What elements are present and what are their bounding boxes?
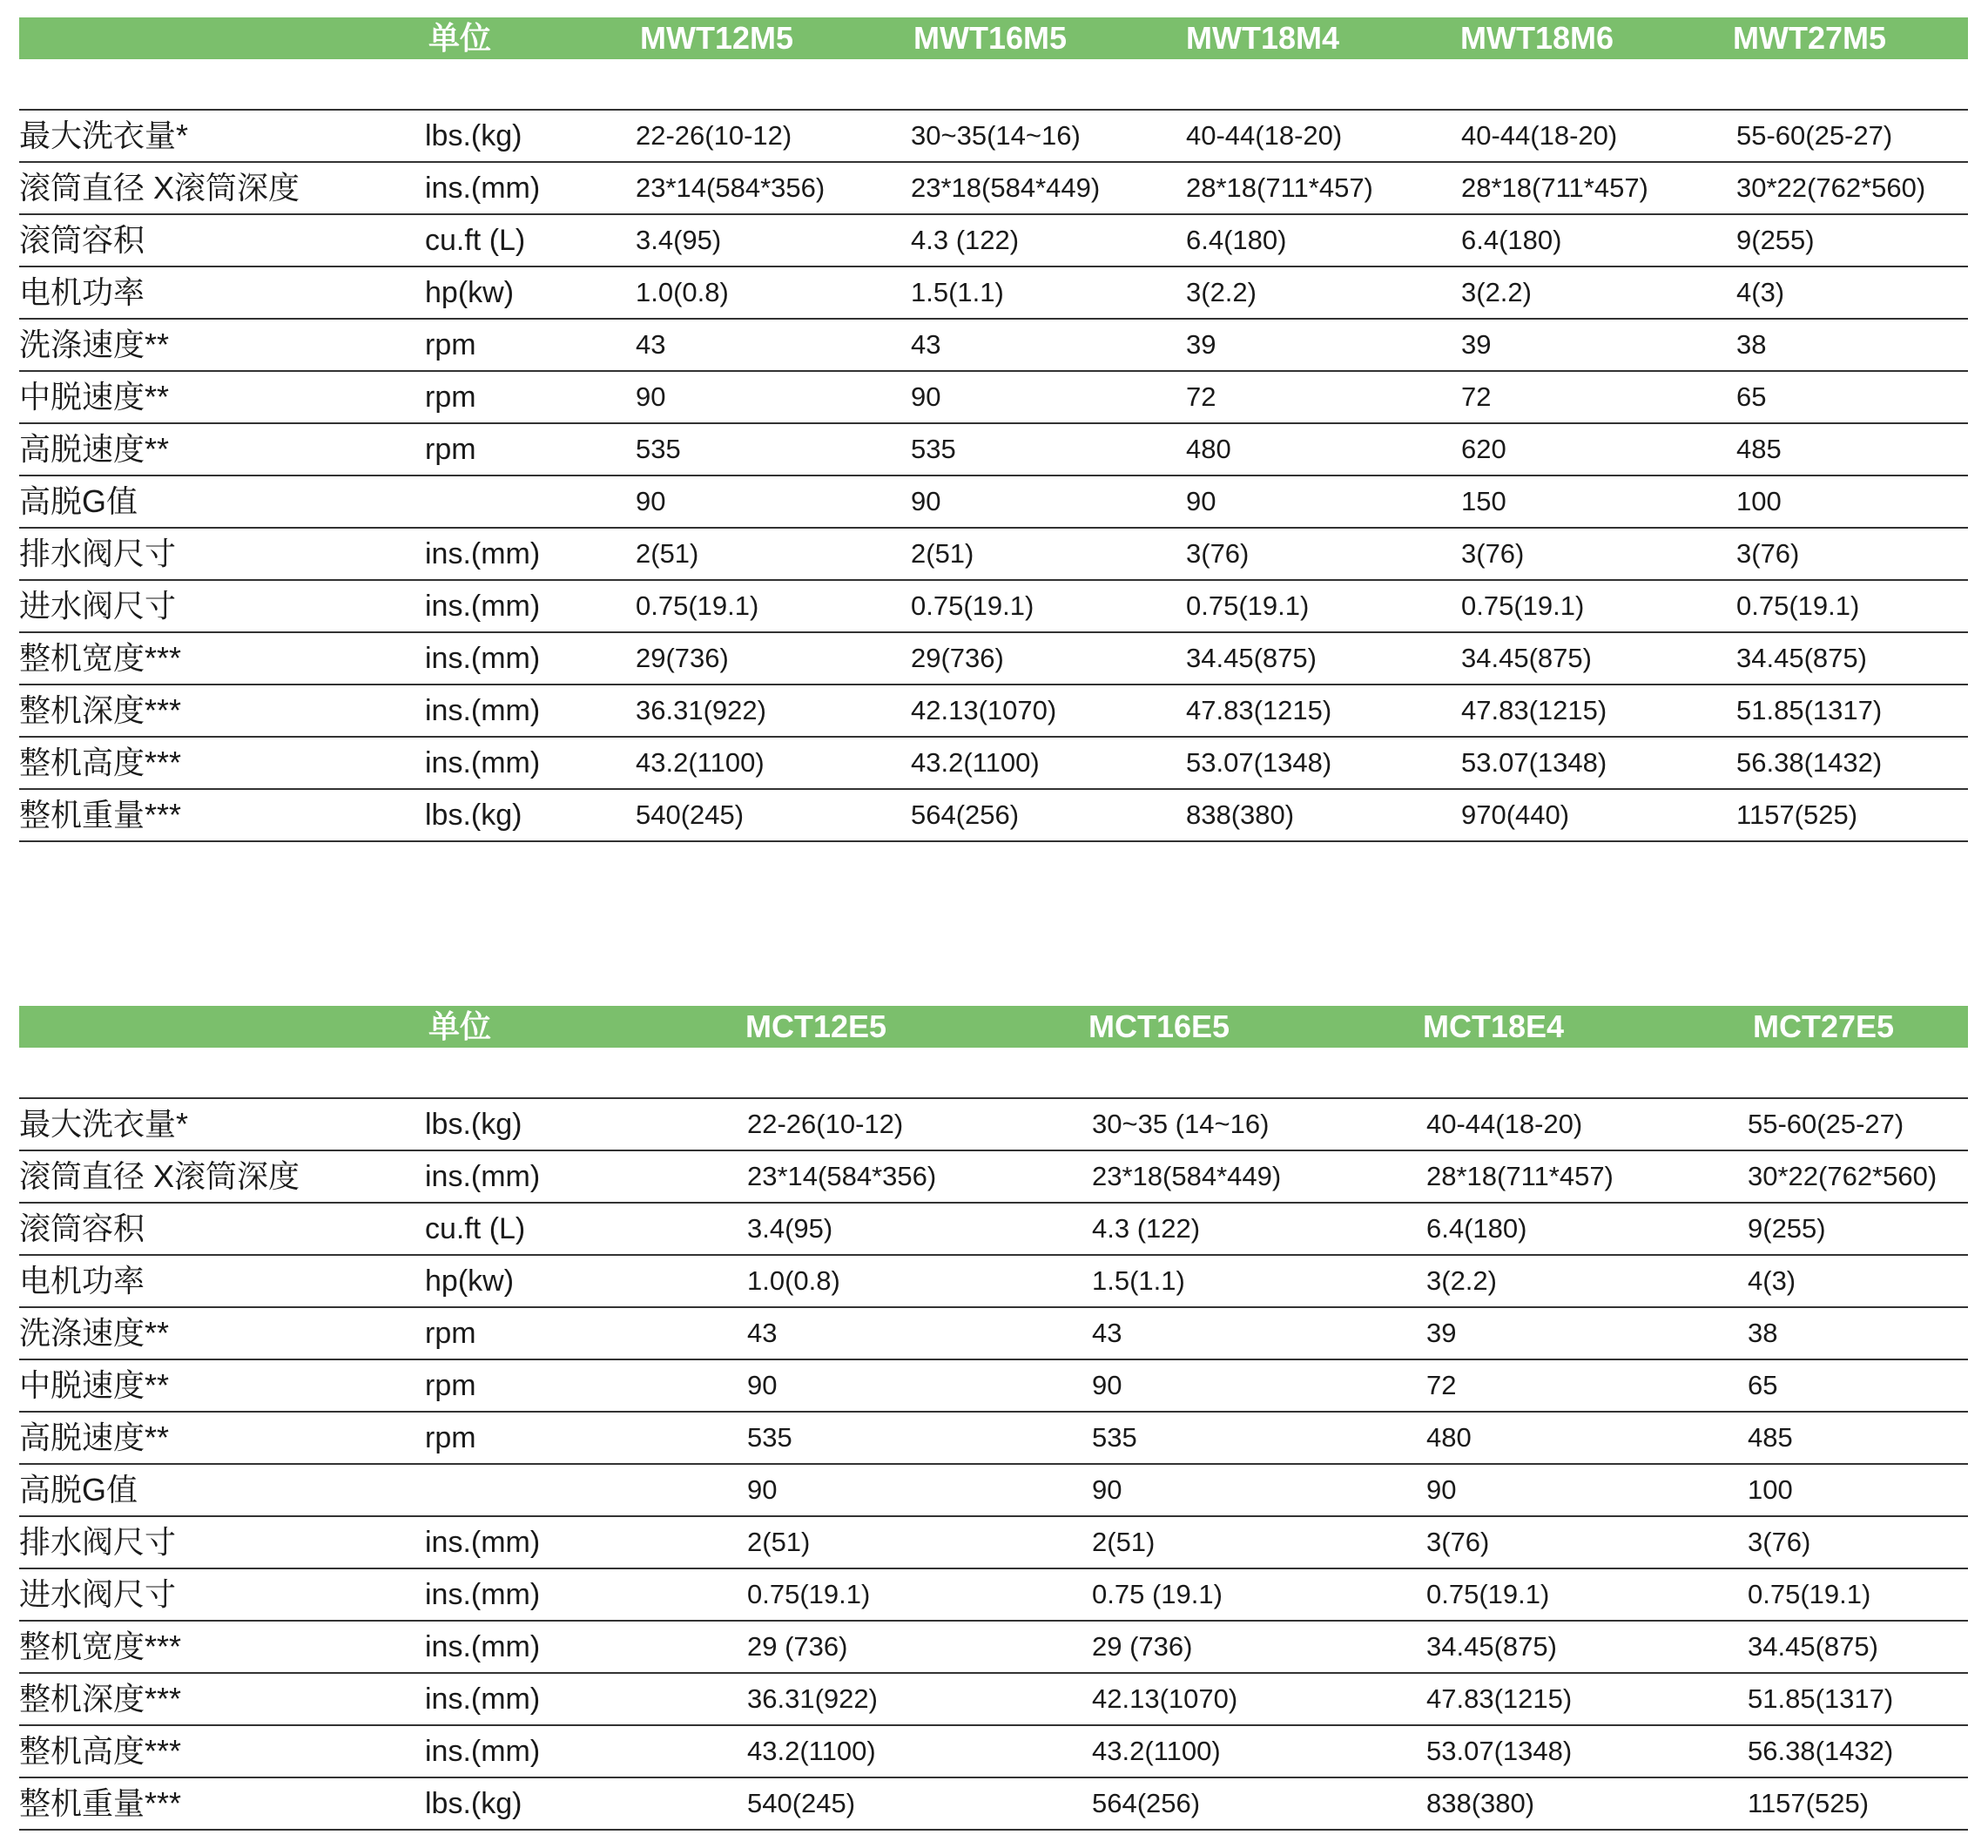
- row-value-mwt27m5: 3(76): [1736, 538, 1800, 569]
- row-unit: cu.ft (L): [425, 224, 526, 257]
- row-value-mwt18m4: 3(2.2): [1186, 277, 1257, 307]
- row-value-mwt18m6: 6.4(180): [1461, 225, 1562, 255]
- row-value-mct18e4: 34.45(875): [1426, 1631, 1557, 1662]
- row-value-mwt27m5: 4(3): [1736, 277, 1785, 307]
- row-unit: ins.(mm): [425, 642, 541, 675]
- table-row: [19, 1413, 1968, 1465]
- table-row: [19, 1674, 1968, 1726]
- spec-table-mwt: [19, 17, 1968, 842]
- row-value-mwt27m5: 65: [1736, 381, 1767, 412]
- row-value-mwt12m5: 90: [636, 381, 666, 412]
- row-value-mct27e5: 0.75(19.1): [1748, 1579, 1871, 1609]
- row-value-mwt16m5: 42.13(1070): [911, 695, 1057, 725]
- row-value-mwt18m4: 39: [1186, 329, 1216, 360]
- row-value-mct16e5: 90: [1092, 1370, 1122, 1400]
- row-value-mct12e5: 0.75(19.1): [747, 1579, 871, 1609]
- header-model-mwt27m5: MWT27M5: [1733, 20, 1887, 56]
- row-value-mwt18m4: 53.07(1348): [1186, 747, 1332, 778]
- table-row: [19, 1517, 1968, 1569]
- row-unit: rpm: [425, 1369, 476, 1402]
- row-value-mwt18m6: 34.45(875): [1461, 643, 1592, 673]
- table-row: [19, 476, 1968, 529]
- row-value-mct12e5: 22-26(10-12): [747, 1109, 904, 1139]
- table-header: [19, 1006, 1968, 1048]
- row-value-mwt18m4: 28*18(711*457): [1186, 172, 1373, 203]
- row-value-mwt16m5: 90: [911, 486, 941, 516]
- row-value-mct16e5: 90: [1092, 1474, 1122, 1505]
- row-value-mwt12m5: 43: [636, 329, 666, 360]
- row-unit: lbs.(kg): [425, 1108, 522, 1141]
- row-value-mwt16m5: 564(256): [911, 799, 1020, 830]
- row-value-mwt12m5: 535: [636, 434, 681, 464]
- row-value-mwt18m6: 53.07(1348): [1461, 747, 1607, 778]
- row-value-mwt16m5: 4.3 (122): [911, 225, 1020, 255]
- header-model-mwt16m5: MWT16M5: [913, 20, 1068, 56]
- row-value-mct12e5: 90: [747, 1474, 778, 1505]
- row-unit: hp(kw): [425, 1265, 515, 1298]
- row-value-mct16e5: 564(256): [1092, 1788, 1201, 1818]
- row-label: 整机深度***: [19, 1681, 182, 1716]
- row-label: 整机高度***: [19, 745, 182, 780]
- row-label: 滚筒直径 X滚筒深度: [19, 1158, 300, 1194]
- row-label: 电机功率: [19, 274, 145, 310]
- row-value-mct18e4: 838(380): [1426, 1788, 1535, 1818]
- row-value-mwt18m6: 0.75(19.1): [1461, 590, 1585, 621]
- row-unit: rpm: [425, 381, 476, 414]
- row-value-mwt18m6: 72: [1461, 381, 1492, 412]
- row-value-mct16e5: 4.3 (122): [1092, 1213, 1201, 1244]
- row-label: 滚筒直径 X滚筒深度: [19, 170, 300, 206]
- table-row: [19, 163, 1968, 215]
- spec-table-mct: [19, 1006, 1968, 1831]
- row-value-mct12e5: 540(245): [747, 1788, 856, 1818]
- table-row: [19, 215, 1968, 267]
- row-value-mwt27m5: 1157(525): [1736, 799, 1858, 830]
- row-value-mct12e5: 43: [747, 1318, 778, 1348]
- table-row: [19, 685, 1968, 738]
- row-value-mct16e5: 1.5(1.1): [1092, 1265, 1185, 1296]
- row-label: 整机高度***: [19, 1733, 182, 1769]
- row-unit: ins.(mm): [425, 537, 541, 570]
- row-value-mct12e5: 1.0(0.8): [747, 1265, 840, 1296]
- row-label: 排水阀尺寸: [19, 1524, 177, 1560]
- row-value-mct18e4: 28*18(711*457): [1426, 1161, 1614, 1191]
- header-gap: [19, 1048, 1968, 1099]
- header-model-mct18e4: MCT18E4: [1423, 1008, 1565, 1044]
- row-unit: ins.(mm): [425, 1630, 541, 1663]
- row-label: 高脱速度**: [19, 431, 170, 467]
- row-value-mct12e5: 90: [747, 1370, 778, 1400]
- row-value-mct16e5: 2(51): [1092, 1527, 1156, 1557]
- header-unit-label: 单位: [428, 20, 492, 56]
- row-value-mwt18m4: 0.75(19.1): [1186, 590, 1310, 621]
- table-row: [19, 1465, 1968, 1517]
- row-value-mwt18m4: 40-44(18-20): [1186, 120, 1343, 151]
- row-value-mct18e4: 6.4(180): [1426, 1213, 1527, 1244]
- row-value-mwt18m6: 970(440): [1461, 799, 1570, 830]
- row-label: 最大洗衣量*: [19, 1106, 189, 1142]
- row-value-mwt18m6: 40-44(18-20): [1461, 120, 1618, 151]
- row-value-mct18e4: 90: [1426, 1474, 1457, 1505]
- row-value-mct18e4: 47.83(1215): [1426, 1683, 1573, 1714]
- row-unit: ins.(mm): [425, 172, 541, 205]
- row-value-mct27e5: 30*22(762*560): [1748, 1161, 1937, 1191]
- row-value-mct27e5: 100: [1748, 1474, 1793, 1505]
- row-value-mwt12m5: 540(245): [636, 799, 745, 830]
- row-value-mwt16m5: 29(736): [911, 643, 1004, 673]
- table-row: [19, 1099, 1968, 1151]
- row-label: 高脱速度**: [19, 1420, 170, 1455]
- row-value-mwt12m5: 29(736): [636, 643, 729, 673]
- table-header: [19, 17, 1968, 59]
- row-value-mct16e5: 43: [1092, 1318, 1122, 1348]
- row-value-mwt18m4: 34.45(875): [1186, 643, 1317, 673]
- row-unit: lbs.(kg): [425, 119, 522, 152]
- row-value-mwt27m5: 30*22(762*560): [1736, 172, 1926, 203]
- row-value-mct27e5: 1157(525): [1748, 1788, 1870, 1818]
- table-row: [19, 1622, 1968, 1674]
- row-value-mct16e5: 29 (736): [1092, 1631, 1193, 1662]
- row-label: 洗涤速度**: [19, 327, 170, 362]
- row-value-mwt18m6: 3(2.2): [1461, 277, 1532, 307]
- row-value-mwt18m4: 6.4(180): [1186, 225, 1287, 255]
- row-value-mwt16m5: 30~35(14~16): [911, 120, 1081, 151]
- row-value-mwt16m5: 23*18(584*449): [911, 172, 1101, 203]
- table-row: [19, 790, 1968, 842]
- table-row: [19, 372, 1968, 424]
- header-gap: [19, 59, 1968, 111]
- row-unit: ins.(mm): [425, 1735, 541, 1768]
- row-value-mwt18m6: 39: [1461, 329, 1492, 360]
- row-value-mwt16m5: 0.75(19.1): [911, 590, 1034, 621]
- table-row: [19, 424, 1968, 476]
- header-model-mwt18m6: MWT18M6: [1460, 20, 1614, 56]
- row-unit: rpm: [425, 433, 476, 466]
- row-value-mwt16m5: 43.2(1100): [911, 747, 1040, 778]
- row-value-mct18e4: 3(2.2): [1426, 1265, 1497, 1296]
- row-value-mwt16m5: 90: [911, 381, 941, 412]
- header-unit-label: 单位: [428, 1008, 492, 1044]
- table-row: [19, 1151, 1968, 1204]
- row-value-mwt27m5: 38: [1736, 329, 1767, 360]
- row-label: 电机功率: [19, 1263, 145, 1298]
- row-value-mwt12m5: 2(51): [636, 538, 699, 569]
- row-value-mct18e4: 53.07(1348): [1426, 1736, 1573, 1766]
- table-row: [19, 267, 1968, 320]
- row-value-mwt18m6: 47.83(1215): [1461, 695, 1607, 725]
- row-label: 整机重量***: [19, 797, 182, 833]
- row-value-mwt18m6: 150: [1461, 486, 1506, 516]
- row-value-mct12e5: 23*14(584*356): [747, 1161, 937, 1191]
- row-label: 中脱速度**: [19, 379, 170, 415]
- row-value-mwt18m4: 47.83(1215): [1186, 695, 1332, 725]
- row-value-mwt27m5: 100: [1736, 486, 1782, 516]
- row-unit: ins.(mm): [425, 746, 541, 779]
- row-unit: lbs.(kg): [425, 1787, 522, 1820]
- row-value-mwt18m4: 838(380): [1186, 799, 1295, 830]
- row-value-mwt18m4: 90: [1186, 486, 1216, 516]
- row-value-mct18e4: 39: [1426, 1318, 1457, 1348]
- row-value-mct16e5: 42.13(1070): [1092, 1683, 1238, 1714]
- row-value-mct18e4: 480: [1426, 1422, 1472, 1453]
- table-row: [19, 633, 1968, 685]
- row-label: 中脱速度**: [19, 1367, 170, 1403]
- row-label: 最大洗衣量*: [19, 118, 189, 153]
- row-value-mct18e4: 40-44(18-20): [1426, 1109, 1583, 1139]
- table-row: [19, 1726, 1968, 1778]
- row-value-mwt16m5: 2(51): [911, 538, 974, 569]
- row-value-mct16e5: 23*18(584*449): [1092, 1161, 1282, 1191]
- row-unit: ins.(mm): [425, 590, 541, 623]
- row-value-mct27e5: 38: [1748, 1318, 1778, 1348]
- row-value-mct27e5: 34.45(875): [1748, 1631, 1878, 1662]
- row-unit: cu.ft (L): [425, 1212, 526, 1245]
- row-value-mct27e5: 485: [1748, 1422, 1793, 1453]
- row-value-mct16e5: 535: [1092, 1422, 1137, 1453]
- row-value-mct27e5: 3(76): [1748, 1527, 1811, 1557]
- row-value-mwt16m5: 1.5(1.1): [911, 277, 1004, 307]
- header-model-mct16e5: MCT16E5: [1088, 1008, 1230, 1044]
- row-label: 高脱G值: [19, 483, 138, 519]
- row-value-mct27e5: 51.85(1317): [1748, 1683, 1894, 1714]
- row-label: 进水阀尺寸: [19, 588, 177, 624]
- row-value-mct18e4: 0.75(19.1): [1426, 1579, 1550, 1609]
- row-label: 整机重量***: [19, 1785, 182, 1821]
- row-value-mwt12m5: 23*14(584*356): [636, 172, 826, 203]
- row-value-mct16e5: 0.75 (19.1): [1092, 1579, 1223, 1609]
- row-value-mwt12m5: 3.4(95): [636, 225, 722, 255]
- row-value-mwt12m5: 22-26(10-12): [636, 120, 792, 151]
- row-value-mct27e5: 4(3): [1748, 1265, 1796, 1296]
- row-unit: rpm: [425, 328, 476, 361]
- header-model-mct12e5: MCT12E5: [745, 1008, 887, 1044]
- row-value-mwt18m4: 72: [1186, 381, 1216, 412]
- row-value-mwt12m5: 1.0(0.8): [636, 277, 729, 307]
- row-value-mwt18m6: 28*18(711*457): [1461, 172, 1648, 203]
- row-unit: lbs.(kg): [425, 799, 522, 832]
- row-value-mct12e5: 3.4(95): [747, 1213, 833, 1244]
- table-row: [19, 1256, 1968, 1308]
- row-value-mct27e5: 65: [1748, 1370, 1778, 1400]
- row-unit: ins.(mm): [425, 1160, 541, 1193]
- row-unit: hp(kw): [425, 276, 515, 309]
- row-value-mwt12m5: 90: [636, 486, 666, 516]
- row-value-mwt18m6: 620: [1461, 434, 1506, 464]
- row-value-mct18e4: 72: [1426, 1370, 1457, 1400]
- header-model-mwt12m5: MWT12M5: [640, 20, 794, 56]
- row-value-mwt27m5: 0.75(19.1): [1736, 590, 1860, 621]
- row-value-mct12e5: 2(51): [747, 1527, 811, 1557]
- row-unit: ins.(mm): [425, 1683, 541, 1716]
- row-value-mwt12m5: 43.2(1100): [636, 747, 765, 778]
- row-value-mct12e5: 43.2(1100): [747, 1736, 876, 1766]
- row-unit: ins.(mm): [425, 694, 541, 727]
- row-value-mct18e4: 3(76): [1426, 1527, 1490, 1557]
- row-label: 整机宽度***: [19, 640, 182, 676]
- header-model-mct27e5: MCT27E5: [1753, 1008, 1895, 1044]
- row-value-mct12e5: 535: [747, 1422, 792, 1453]
- table-row: [19, 320, 1968, 372]
- row-value-mwt18m4: 3(76): [1186, 538, 1250, 569]
- row-label: 进水阀尺寸: [19, 1576, 177, 1612]
- row-value-mwt27m5: 9(255): [1736, 225, 1815, 255]
- row-value-mwt18m4: 480: [1186, 434, 1231, 464]
- table-row: [19, 1360, 1968, 1413]
- row-value-mct27e5: 56.38(1432): [1748, 1736, 1894, 1766]
- row-unit: ins.(mm): [425, 1578, 541, 1611]
- row-label: 洗涤速度**: [19, 1315, 170, 1351]
- row-value-mwt27m5: 56.38(1432): [1736, 747, 1883, 778]
- table-row: [19, 581, 1968, 633]
- row-label: 排水阀尺寸: [19, 536, 177, 571]
- table-row: [19, 1308, 1968, 1360]
- row-value-mwt18m6: 3(76): [1461, 538, 1525, 569]
- row-value-mct27e5: 9(255): [1748, 1213, 1826, 1244]
- table-row: [19, 111, 1968, 163]
- row-value-mwt27m5: 485: [1736, 434, 1782, 464]
- row-value-mct12e5: 29 (736): [747, 1631, 848, 1662]
- row-value-mct27e5: 55-60(25-27): [1748, 1109, 1904, 1139]
- table-row: [19, 1569, 1968, 1622]
- row-value-mwt27m5: 55-60(25-27): [1736, 120, 1893, 151]
- row-value-mct16e5: 30~35 (14~16): [1092, 1109, 1270, 1139]
- row-unit: rpm: [425, 1421, 476, 1454]
- header-model-mwt18m4: MWT18M4: [1186, 20, 1340, 56]
- row-label: 滚筒容积: [19, 222, 145, 258]
- table-row: [19, 1778, 1968, 1831]
- row-label: 整机宽度***: [19, 1629, 182, 1664]
- row-unit: rpm: [425, 1317, 476, 1350]
- row-label: 整机深度***: [19, 692, 182, 728]
- row-unit: ins.(mm): [425, 1526, 541, 1559]
- row-value-mwt27m5: 51.85(1317): [1736, 695, 1883, 725]
- row-label: 滚筒容积: [19, 1211, 145, 1246]
- row-value-mwt12m5: 36.31(922): [636, 695, 766, 725]
- row-value-mwt16m5: 535: [911, 434, 956, 464]
- row-value-mwt16m5: 43: [911, 329, 941, 360]
- row-value-mwt12m5: 0.75(19.1): [636, 590, 759, 621]
- row-value-mwt27m5: 34.45(875): [1736, 643, 1867, 673]
- row-value-mct12e5: 36.31(922): [747, 1683, 878, 1714]
- table-row: [19, 1204, 1968, 1256]
- table-row: [19, 529, 1968, 581]
- row-label: 高脱G值: [19, 1472, 138, 1507]
- row-value-mct16e5: 43.2(1100): [1092, 1736, 1221, 1766]
- table-row: [19, 738, 1968, 790]
